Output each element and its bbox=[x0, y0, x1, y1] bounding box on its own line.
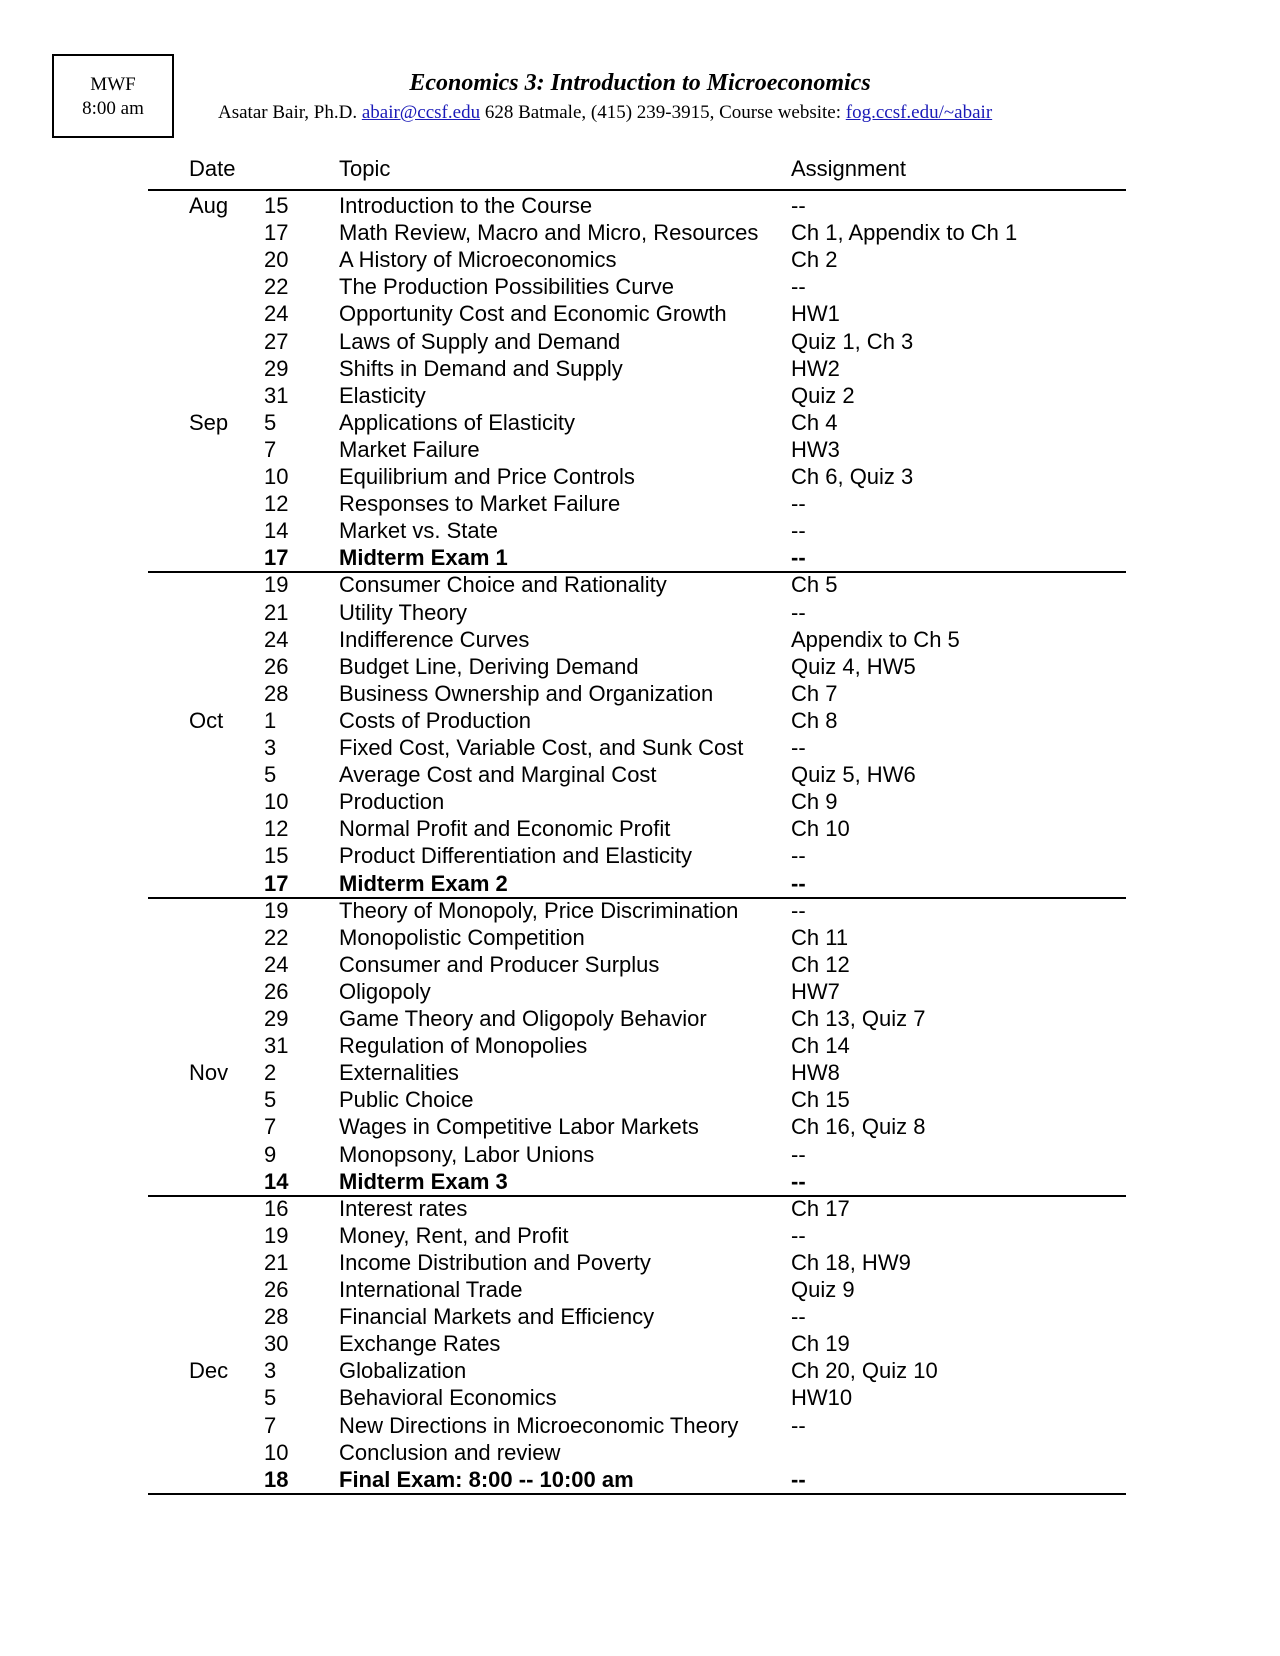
row-day: 26 bbox=[264, 978, 289, 1004]
column-header-assignment: Assignment bbox=[791, 156, 906, 181]
row-topic: Normal Profit and Economic Profit bbox=[339, 816, 671, 842]
column-header-topic: Topic bbox=[339, 156, 391, 181]
row-assignment: -- bbox=[791, 1466, 806, 1492]
row-topic: Monopolistic Competition bbox=[339, 924, 585, 950]
table-row bbox=[0, 328, 1280, 355]
table-row bbox=[0, 571, 1280, 598]
row-day: 14 bbox=[264, 518, 289, 544]
email-link[interactable]: abair@ccsf.edu bbox=[361, 102, 481, 123]
row-assignment: Quiz 5, HW6 bbox=[791, 762, 916, 788]
table-row bbox=[0, 1466, 1280, 1493]
row-day: 29 bbox=[264, 1006, 289, 1031]
row-topic: Market vs. State bbox=[339, 518, 498, 544]
row-assignment: -- bbox=[791, 870, 806, 896]
table-row bbox=[0, 842, 1280, 869]
row-day: 12 bbox=[264, 491, 289, 517]
row-assignment: Ch 17 bbox=[791, 1195, 850, 1221]
row-day: 12 bbox=[264, 816, 289, 842]
row-topic: Wages in Competitive Labor Markets bbox=[339, 1114, 699, 1140]
row-topic: Indifference Curves bbox=[339, 626, 530, 652]
table-row bbox=[0, 734, 1280, 761]
row-day: 9 bbox=[264, 1141, 277, 1167]
row-topic: Monopsony, Labor Unions bbox=[339, 1141, 595, 1167]
row-day: 7 bbox=[264, 1114, 277, 1140]
row-topic: Equilibrium and Price Controls bbox=[339, 464, 635, 489]
row-assignment: -- bbox=[791, 545, 806, 571]
row-topic: Laws of Supply and Demand bbox=[339, 328, 621, 354]
row-topic: Final Exam: 8:00 -- 10:00 am bbox=[339, 1466, 634, 1492]
row-assignment: Quiz 9 bbox=[791, 1277, 855, 1302]
row-topic: International Trade bbox=[339, 1277, 523, 1302]
row-topic: Product Differentiation and Elasticity bbox=[339, 843, 692, 869]
row-assignment: Ch 13, Quiz 7 bbox=[791, 1006, 926, 1031]
row-assignment: Ch 9 bbox=[791, 789, 838, 815]
table-row bbox=[0, 1195, 1280, 1222]
row-assignment: Ch 16, Quiz 8 bbox=[791, 1114, 926, 1140]
row-day: 3 bbox=[264, 735, 277, 760]
row-assignment: HW1 bbox=[791, 301, 840, 327]
row-day: 20 bbox=[264, 247, 289, 273]
row-assignment: Ch 4 bbox=[791, 409, 838, 435]
row-day: 31 bbox=[264, 1033, 289, 1059]
row-day: 17 bbox=[264, 870, 289, 896]
row-day: 2 bbox=[264, 1060, 277, 1086]
row-topic: Fixed Cost, Variable Cost, and Sunk Cost bbox=[339, 735, 744, 760]
table-row bbox=[0, 1059, 1280, 1086]
row-day: 21 bbox=[264, 1249, 289, 1275]
section-divider bbox=[148, 1493, 1126, 1495]
row-assignment: Quiz 2 bbox=[791, 382, 855, 408]
row-topic: Average Cost and Marginal Cost bbox=[339, 762, 657, 788]
row-day: 24 bbox=[264, 951, 289, 977]
page-title bbox=[0, 70, 1280, 97]
row-month: Dec bbox=[189, 1358, 229, 1384]
table-row bbox=[0, 409, 1280, 436]
row-assignment: -- bbox=[791, 1141, 806, 1167]
row-topic: Business Ownership and Organization bbox=[339, 680, 714, 706]
row-day: 17 bbox=[264, 545, 289, 571]
row-month: Sep bbox=[189, 409, 229, 435]
row-topic: Midterm Exam 3 bbox=[339, 1168, 508, 1194]
row-assignment: Ch 12 bbox=[791, 951, 850, 977]
row-assignment: HW7 bbox=[791, 978, 840, 1004]
table-row bbox=[0, 1168, 1280, 1195]
row-topic: Money, Rent, and Profit bbox=[339, 1222, 569, 1248]
row-assignment: Ch 1, Appendix to Ch 1 bbox=[791, 220, 1018, 246]
table-row bbox=[0, 1113, 1280, 1140]
row-assignment: Ch 5 bbox=[791, 572, 838, 598]
row-assignment: -- bbox=[791, 1222, 806, 1248]
table-row bbox=[0, 788, 1280, 815]
row-assignment: -- bbox=[791, 897, 806, 923]
table-row bbox=[0, 1032, 1280, 1059]
row-topic: Consumer Choice and Rationality bbox=[339, 572, 667, 598]
row-month: Oct bbox=[189, 707, 224, 733]
row-topic: New Directions in Microeconomic Theory bbox=[339, 1412, 739, 1438]
table-row bbox=[0, 924, 1280, 951]
row-assignment: Quiz 1, Ch 3 bbox=[791, 328, 914, 354]
row-topic: Math Review, Macro and Micro, Resources bbox=[339, 220, 759, 246]
row-day: 28 bbox=[264, 680, 289, 706]
row-assignment: Ch 2 bbox=[791, 247, 838, 273]
row-day: 5 bbox=[264, 762, 277, 788]
row-day: 26 bbox=[264, 653, 289, 679]
row-topic: Midterm Exam 2 bbox=[339, 870, 508, 896]
row-assignment: HW3 bbox=[791, 436, 840, 462]
row-topic: Applications of Elasticity bbox=[339, 409, 575, 435]
row-topic: Opportunity Cost and Economic Growth bbox=[339, 301, 727, 327]
row-assignment: -- bbox=[791, 193, 806, 218]
row-topic: A History of Microeconomics bbox=[339, 247, 617, 273]
row-assignment: Ch 6, Quiz 3 bbox=[791, 464, 914, 489]
row-day: 24 bbox=[264, 301, 289, 327]
row-assignment: -- bbox=[791, 518, 806, 544]
table-row bbox=[0, 653, 1280, 680]
row-topic: Responses to Market Failure bbox=[339, 491, 621, 517]
row-day: 27 bbox=[264, 328, 289, 354]
row-day: 7 bbox=[264, 1412, 277, 1438]
row-day: 1 bbox=[264, 707, 277, 733]
table-row bbox=[0, 1222, 1280, 1249]
row-assignment: HW10 bbox=[791, 1385, 853, 1411]
row-assignment: -- bbox=[791, 843, 806, 869]
table-row bbox=[0, 436, 1280, 463]
row-topic: Externalities bbox=[339, 1060, 459, 1086]
row-topic: Market Failure bbox=[339, 436, 480, 462]
row-day: 22 bbox=[264, 274, 289, 300]
row-assignment: Ch 11 bbox=[791, 924, 849, 950]
table-row bbox=[0, 273, 1280, 300]
table-row bbox=[0, 815, 1280, 842]
row-day: 7 bbox=[264, 436, 277, 462]
row-month: Nov bbox=[189, 1060, 229, 1086]
instructor-info bbox=[218, 102, 992, 124]
row-assignment: Appendix to Ch 5 bbox=[791, 626, 960, 652]
row-assignment: Ch 19 bbox=[791, 1331, 850, 1357]
table-row bbox=[0, 382, 1280, 409]
row-day: 19 bbox=[264, 897, 289, 923]
row-assignment: -- bbox=[791, 274, 806, 300]
row-assignment: Ch 15 bbox=[791, 1087, 850, 1113]
row-topic: Globalization bbox=[339, 1358, 467, 1384]
header-rule bbox=[148, 189, 1126, 191]
row-topic: Theory of Monopoly, Price Discrimination bbox=[339, 897, 739, 923]
table-row bbox=[0, 1086, 1280, 1113]
row-day: 17 bbox=[264, 220, 289, 246]
row-assignment: -- bbox=[791, 1412, 806, 1438]
row-topic: Utility Theory bbox=[339, 599, 467, 625]
table-row bbox=[0, 1412, 1280, 1439]
table-row bbox=[0, 1005, 1280, 1032]
row-assignment: Ch 10 bbox=[791, 816, 850, 842]
row-day: 19 bbox=[264, 1222, 289, 1248]
table-row bbox=[0, 870, 1280, 897]
table-row bbox=[0, 1330, 1280, 1357]
row-assignment: -- bbox=[791, 599, 806, 625]
table-row bbox=[0, 463, 1280, 490]
table-row bbox=[0, 1357, 1280, 1384]
row-topic: Public Choice bbox=[339, 1087, 474, 1113]
table-row bbox=[0, 517, 1280, 544]
row-topic: Game Theory and Oligopoly Behavior bbox=[339, 1006, 707, 1031]
row-topic: Elasticity bbox=[339, 382, 426, 408]
table-row bbox=[0, 1141, 1280, 1168]
row-topic: Consumer and Producer Surplus bbox=[339, 951, 660, 977]
row-day: 5 bbox=[264, 1087, 277, 1113]
website-link[interactable]: fog.ccsf.edu/~abair bbox=[845, 102, 993, 123]
row-topic: Midterm Exam 1 bbox=[339, 545, 508, 571]
row-topic: Production bbox=[339, 789, 445, 815]
row-assignment: -- bbox=[791, 1304, 806, 1330]
row-topic: Exchange Rates bbox=[339, 1331, 501, 1357]
table-row bbox=[0, 355, 1280, 382]
row-topic: Budget Line, Deriving Demand bbox=[339, 653, 639, 679]
row-day: 10 bbox=[264, 789, 289, 815]
row-day: 18 bbox=[264, 1466, 289, 1492]
row-topic: Financial Markets and Efficiency bbox=[339, 1304, 655, 1330]
row-topic: Shifts in Demand and Supply bbox=[339, 355, 623, 381]
table-row bbox=[0, 219, 1280, 246]
row-day: 29 bbox=[264, 355, 289, 381]
column-header-date: Date bbox=[189, 156, 236, 181]
row-topic: Oligopoly bbox=[339, 978, 431, 1004]
row-month: Aug bbox=[189, 193, 229, 218]
row-day: 26 bbox=[264, 1277, 289, 1302]
row-day: 31 bbox=[264, 382, 289, 408]
row-day: 30 bbox=[264, 1331, 289, 1357]
row-topic: Costs of Production bbox=[339, 707, 531, 733]
row-day: 22 bbox=[264, 924, 289, 950]
row-topic: Interest rates bbox=[339, 1195, 468, 1221]
office-phone: 628 Batmale, (415) 239-3915, Course website: bbox=[484, 102, 842, 123]
row-day: 15 bbox=[264, 193, 289, 218]
row-topic: The Production Possibilities Curve bbox=[339, 274, 675, 300]
table-row bbox=[0, 1276, 1280, 1303]
row-assignment: Ch 7 bbox=[791, 680, 838, 706]
table-row bbox=[0, 761, 1280, 788]
row-assignment: Ch 14 bbox=[791, 1033, 850, 1059]
table-row bbox=[0, 599, 1280, 626]
schedule-days: MWF bbox=[90, 74, 136, 95]
row-day: 14 bbox=[264, 1168, 289, 1194]
row-day: 28 bbox=[264, 1304, 289, 1330]
row-assignment: Ch 20, Quiz 10 bbox=[791, 1358, 938, 1384]
row-day: 16 bbox=[264, 1195, 289, 1221]
row-day: 19 bbox=[264, 572, 289, 598]
table-row bbox=[0, 490, 1280, 517]
table-row bbox=[0, 978, 1280, 1005]
row-day: 10 bbox=[264, 1439, 289, 1465]
row-topic: Regulation of Monopolies bbox=[339, 1033, 588, 1059]
row-day: 15 bbox=[264, 843, 289, 869]
row-assignment: HW2 bbox=[791, 355, 840, 381]
row-assignment: Ch 18, HW9 bbox=[791, 1249, 911, 1275]
table-row bbox=[0, 897, 1280, 924]
table-row bbox=[0, 951, 1280, 978]
row-topic: Conclusion and review bbox=[339, 1439, 561, 1465]
table-row bbox=[0, 192, 1280, 219]
schedule-time: 8:00 am bbox=[82, 98, 144, 119]
row-topic: Introduction to the Course bbox=[339, 193, 593, 218]
row-day: 5 bbox=[264, 409, 277, 435]
row-day: 24 bbox=[264, 626, 289, 652]
table-row bbox=[0, 1249, 1280, 1276]
table-row bbox=[0, 707, 1280, 734]
row-assignment: -- bbox=[791, 735, 806, 760]
table-row bbox=[0, 544, 1280, 571]
row-assignment: HW8 bbox=[791, 1060, 840, 1086]
row-day: 5 bbox=[264, 1385, 277, 1411]
row-day: 10 bbox=[264, 464, 289, 489]
table-row bbox=[0, 1303, 1280, 1330]
table-row bbox=[0, 680, 1280, 707]
table-row bbox=[0, 1384, 1280, 1411]
table-row bbox=[0, 626, 1280, 653]
table-row bbox=[0, 246, 1280, 273]
row-assignment: -- bbox=[791, 491, 806, 517]
row-assignment: Quiz 4, HW5 bbox=[791, 653, 916, 679]
table-row bbox=[0, 1439, 1280, 1466]
row-day: 3 bbox=[264, 1358, 277, 1384]
row-assignment: Ch 8 bbox=[791, 707, 838, 733]
row-day: 21 bbox=[264, 599, 289, 625]
table-row bbox=[0, 300, 1280, 327]
row-topic: Behavioral Economics bbox=[339, 1385, 557, 1411]
page-title-text: Economics 3: Introduction to Microeconomics bbox=[409, 70, 871, 96]
instructor-name: Asatar Bair, Ph.D. bbox=[218, 102, 358, 123]
row-topic: Income Distribution and Poverty bbox=[339, 1249, 651, 1275]
row-assignment: -- bbox=[791, 1168, 806, 1194]
